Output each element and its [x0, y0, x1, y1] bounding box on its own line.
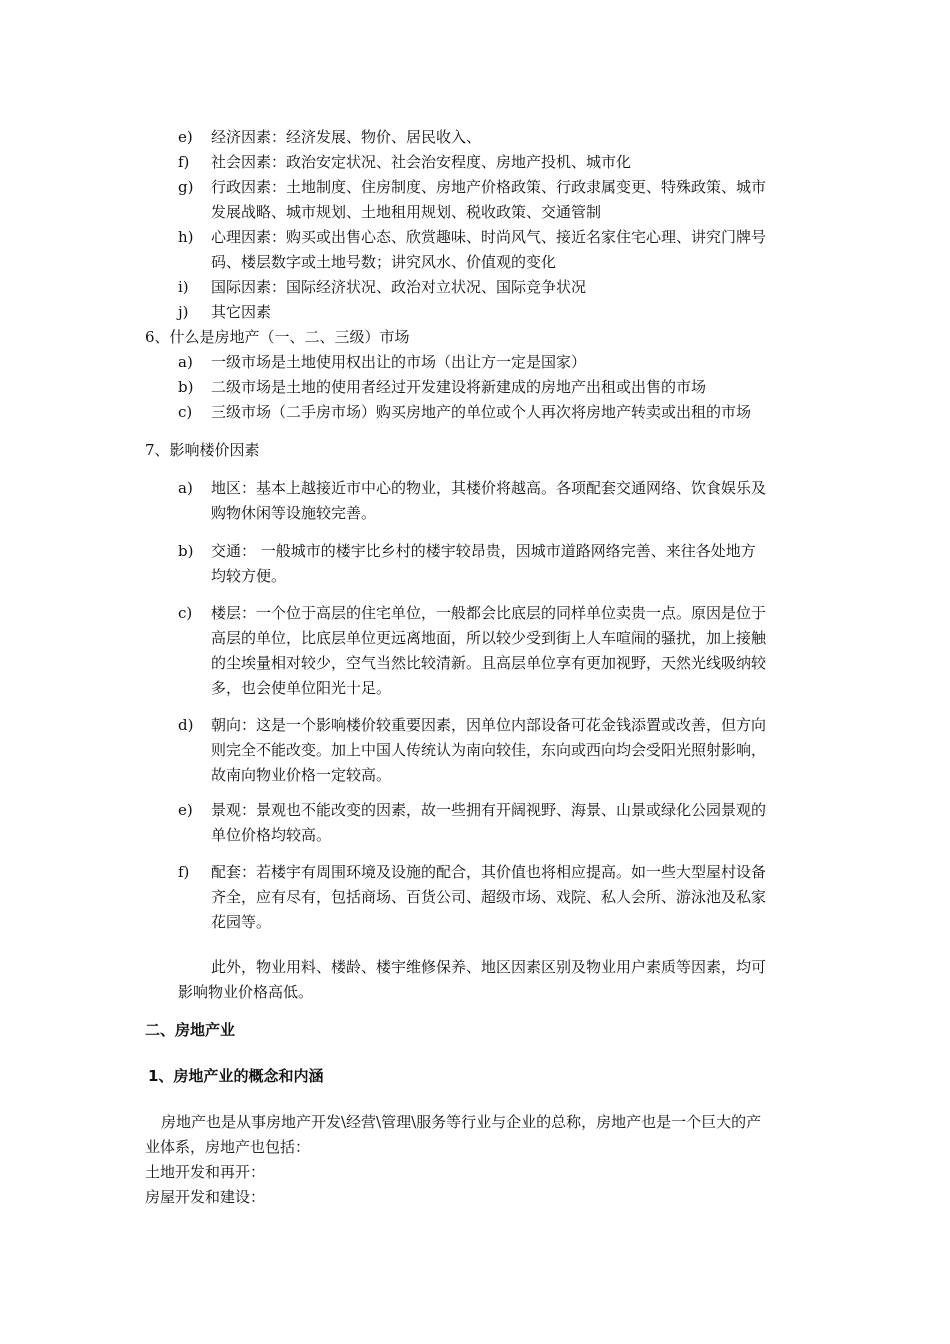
paragraph-line: 房地产也是从事房地产开发\经营\管理\服务等行业与企业的总称，房地产也是一个巨大的产 — [161, 1113, 762, 1131]
text-line: 均较方便。 — [211, 567, 287, 585]
list-text: 经济因素：经济发展、物价、居民收入、 — [211, 128, 482, 146]
list-marker: a) — [178, 479, 193, 497]
list-text: 国际因素：国际经济状况、政治对立状况、国际竞争状况 — [211, 278, 587, 296]
list-marker: i) — [178, 278, 189, 296]
list-marker: b) — [178, 378, 194, 396]
list-marker: f) — [178, 863, 190, 881]
list-text: 一级市场是土地使用权出让的市场（出让方一定是国家） — [211, 353, 587, 371]
part-heading: 二、房地产业 — [145, 1021, 236, 1039]
section-heading: 7、影响楼价因素 — [145, 441, 260, 459]
list-text: 码、楼层数字或土地号数；讲究风水、价值观的变化 — [211, 253, 557, 271]
text-line: 的尘埃量相对较少，空气当然比较清新。且高层单位享有更加视野，天然光线吸纳较 — [211, 654, 767, 672]
text-line: 朝向：这是一个影响楼价较重要因素，因单位内部设备可花金钱添置或改善，但方向 — [211, 716, 767, 734]
list-marker: h) — [178, 228, 194, 246]
paragraph-line: 房屋开发和建设： — [145, 1188, 266, 1206]
paragraph-line: 影响物业价格高低。 — [178, 983, 314, 1001]
list-marker: f) — [178, 153, 190, 171]
list-marker: c) — [178, 604, 193, 622]
list-marker: e) — [178, 801, 193, 819]
paragraph-line: 此外，物业用料、楼龄、楼宇维修保养、地区因素区别及物业用户素质等因素，均可 — [211, 958, 767, 976]
list-marker: c) — [178, 403, 193, 421]
list-text: 其它因素 — [211, 303, 272, 321]
text-line: 单位价格均较高。 — [211, 826, 332, 844]
text-line: 交通： 一般城市的楼宇比乡村的楼宇较昂贵，因城市道路网络完善、来往各处地方 — [211, 542, 756, 560]
list-marker: a) — [178, 353, 193, 371]
subsection-heading: 1、房地产业的概念和内涵 — [148, 1067, 324, 1085]
list-text: 心理因素：购买或出售心态、欣赏趣味、时尚风气、接近名家住宅心理、讲究门牌号 — [211, 228, 767, 246]
list-text: 三级市场（二手房市场）购买房地产的单位或个人再次将房地产转卖或出租的市场 — [211, 403, 752, 421]
text-line: 楼层：一个位于高层的住宅单位，一般都会比底层的同样单位卖贵一点。原因是位于 — [211, 604, 767, 622]
list-marker: j) — [178, 303, 189, 321]
section-heading: 6、什么是房地产（一、二、三级）市场 — [145, 328, 410, 346]
list-text: 二级市场是土地的使用者经过开发建设将新建成的房地产出租或出售的市场 — [211, 378, 707, 396]
paragraph-line: 土地开发和再开： — [145, 1163, 266, 1181]
text-line: 地区：基本上越接近市中心的物业，其楼价将越高。各项配套交通网络、饮食娱乐及 — [211, 479, 767, 497]
text-line: 多，也会使单位阳光十足。 — [211, 679, 392, 697]
text-line: 花园等。 — [211, 913, 272, 931]
text-line: 景观：景观也不能改变的因素，故一些拥有开阔视野、海景、山景或绿化公园景观的 — [211, 801, 767, 819]
text-line: 则完全不能改变。加上中国人传统认为南向较佳，东向或西向均会受阳光照射影响， — [211, 741, 767, 759]
text-line: 高层的单位，比底层单位更远离地面，所以较少受到街上人车喧闹的骚扰，加上接触 — [211, 629, 767, 647]
list-text: 发展战略、城市规划、土地租用规划、税收政策、交通管制 — [211, 203, 602, 221]
list-marker: b) — [178, 542, 194, 560]
list-marker: e) — [178, 128, 193, 146]
list-marker: d) — [178, 716, 194, 734]
list-marker: g) — [178, 178, 194, 196]
list-text: 社会因素：政治安定状况、社会治安程度、房地产投机、城市化 — [211, 153, 632, 171]
text-line: 故南向物业价格一定较高。 — [211, 766, 392, 784]
text-line: 齐全，应有尽有，包括商场、百货公司、超级市场、戏院、私人会所、游泳池及私家 — [211, 888, 767, 906]
list-text: 行政因素：土地制度、住房制度、房地产价格政策、行政隶属变更、特殊政策、城市 — [211, 178, 767, 196]
text-line: 配套：若楼宇有周围环境及设施的配合，其价值也将相应提高。如一些大型屋村设备 — [211, 863, 767, 881]
paragraph-line: 业体系，房地产也包括： — [145, 1138, 311, 1156]
text-line: 购物休闲等设施较完善。 — [211, 504, 377, 522]
